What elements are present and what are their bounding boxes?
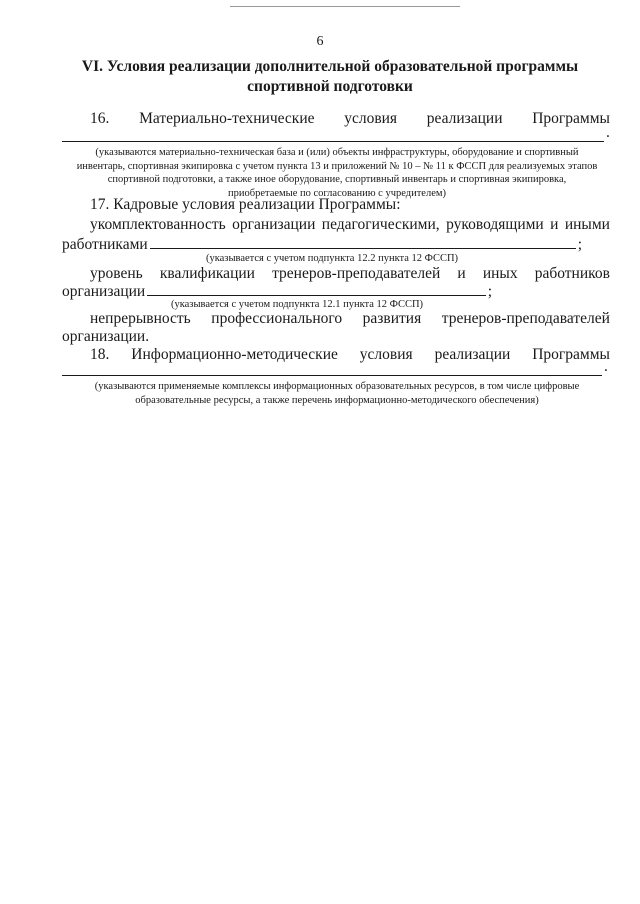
- item-16-note-line: приобретаемые по согласованию с учредителем): [227, 187, 447, 199]
- item-16-note-line: спортивной подготовки, а также иное оборудование, спортивный инвентарь и спортивная экипировка,: [107, 174, 567, 185]
- item-16-word: Программы: [532, 110, 610, 127]
- staffing-word: иными: [564, 216, 610, 233]
- staffing-word: организации: [232, 216, 316, 233]
- staffing-blank-line: [150, 236, 576, 249]
- item-18-word: реализации: [434, 346, 511, 363]
- qualification-word: иных: [482, 265, 518, 282]
- development-word: непрерывность: [90, 310, 191, 327]
- qualification-line-1: [90, 265, 610, 283]
- item-16-note-line: инвентарь, спортивная экипировка с учетом пункта 13 и приложений № 10 – № 11 к ФССП для реализуемых этапов: [76, 160, 598, 172]
- item-16-heading: [90, 110, 610, 128]
- qualification-word: тренеров-преподавателей: [272, 265, 441, 282]
- section-heading-line-2: спортивной подготовки: [247, 78, 413, 95]
- item-18-word: Информационно-методические: [131, 346, 338, 363]
- development-line-2: организации.: [62, 328, 150, 345]
- item-18-heading: [90, 346, 610, 364]
- item-18-note: [62, 380, 612, 407]
- staffing-word: руководящими: [446, 216, 544, 233]
- page-number: 6: [316, 34, 324, 49]
- qualification-word: и: [457, 265, 466, 282]
- qualification-word: работников: [534, 265, 610, 282]
- item-18-blank-line: [62, 375, 602, 376]
- development-word: тренеров-преподавателей: [441, 310, 610, 327]
- staffing-line-1: [90, 216, 610, 234]
- staffing-note: (указывается с учетом подпункта 12.2 пункта 12 ФССП): [205, 253, 459, 264]
- item-18-end-mark: .: [604, 358, 608, 375]
- item-16-word: Материально-технические: [139, 110, 315, 127]
- qualification-word: уровень: [90, 265, 143, 282]
- qualification-blank-line: [147, 283, 485, 296]
- qualification-note: (указывается с учетом подпункта 12.1 пункта 12 ФССП): [170, 299, 424, 310]
- scan-edge-line: [230, 6, 460, 7]
- item-16-end-mark: .: [606, 124, 610, 141]
- item-16-blank-line: [62, 141, 604, 142]
- item-18-word: Программы: [532, 346, 610, 363]
- qualification-word: квалификации: [159, 265, 255, 282]
- item-18-word: 18.: [90, 346, 110, 363]
- qualification-label: организации: [62, 283, 146, 300]
- development-word: развития: [362, 310, 422, 327]
- staffing-word: укомплектованность: [90, 216, 226, 233]
- item-16-note: [62, 146, 612, 200]
- item-16-word: 16.: [90, 110, 110, 127]
- item-17-title: 17. Кадровые условия реализации Программы:: [90, 196, 401, 213]
- item-18-word: условия: [359, 346, 413, 363]
- staffing-label: работниками: [62, 236, 148, 253]
- qualification-end-mark: ;: [487, 283, 492, 300]
- item-16-word: условия: [344, 110, 398, 127]
- development-word: профессионального: [211, 310, 343, 327]
- item-16-note-line: (указываются материально-техническая база и (или) объекты инфраструктуры, оборудование и спортивный: [95, 147, 579, 158]
- item-18-note-line: (указываются применяемые комплексы информационных образовательных ресурсов, в том числе цифровые: [94, 381, 580, 392]
- section-heading: [80, 57, 580, 97]
- development-line-1: [90, 310, 610, 328]
- item-18-note-line: образовательные ресурсы, а также перечень информационно-методического обеспечения): [135, 394, 539, 406]
- section-heading-line-1: VI. Условия реализации дополнительной образовательной программы: [81, 58, 579, 75]
- item-16-word: реализации: [426, 110, 503, 127]
- staffing-word: и: [550, 216, 559, 233]
- staffing-word: педагогическими,: [321, 216, 440, 233]
- staffing-end-mark: ;: [577, 236, 582, 253]
